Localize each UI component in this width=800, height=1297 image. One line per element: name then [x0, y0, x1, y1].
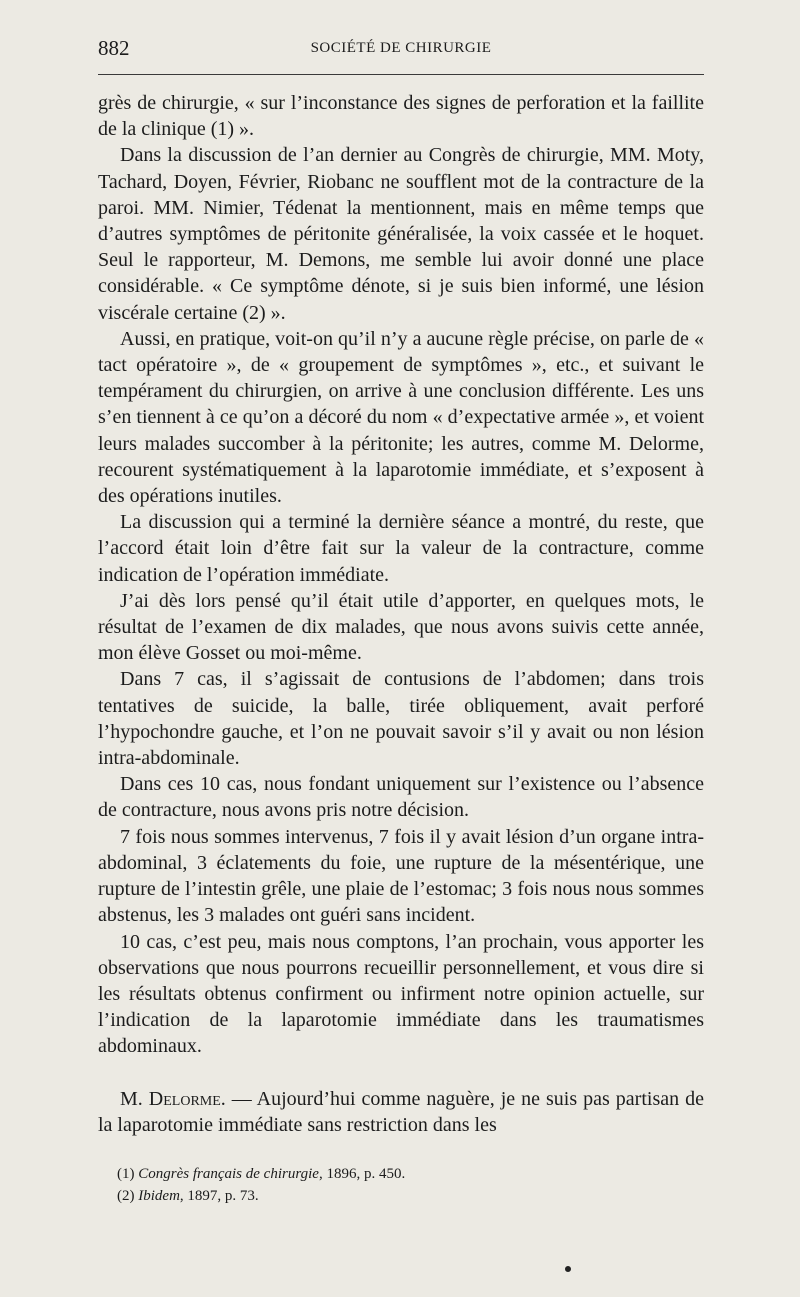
footnote-number: (1) — [117, 1166, 135, 1182]
running-title: SOCIÉTÉ DE CHIRURGIE — [310, 40, 492, 56]
paragraph: Dans la discussion de l’an dernier au Congrès de chirurgie, MM. Moty, Tachard, Doyen, Février, Riobanc ne soufflent mot de la contracture de la paroi. MM. Nimier, Tédenat la mentionnent, mais en même temps que d’autres symptômes de péritonite généralisée, la voix cassée et le hoquet. Seul le rapporteur, M. Demons, me semble lui avoir donné une place considérable. « Ce symptôme dénote, si je suis bien informé, une lésion viscérale certaine (2) ». — [98, 144, 704, 324]
footnote-number: (2) — [117, 1188, 135, 1204]
paragraph: 7 fois nous sommes intervenus, 7 fois il y avait lésion d’un organe intra-abdominal, 3 éclatements du foie, une rupture de la mésentérique, une rupture de l’intestin grêle, une plaie de l’estomac; 3 fois nous nous sommes abstenus, les 3 malades ont guéri sans incident. — [98, 825, 704, 927]
footnote-title: Congrès français de chirurgie — [138, 1166, 319, 1182]
body-text — [98, 90, 704, 1138]
page-number: 882 — [98, 36, 130, 60]
paragraph: Dans 7 cas, il s’agissait de contusions de l’abdomen; dans trois tentatives de suicide, la balle, tirée obliquement, avait perforé l’hypochondre gauche, et l’on ne pouvait savoir s’il y avait ou non lésion intra-abdominale. — [98, 668, 704, 770]
header-rule — [98, 74, 704, 75]
paragraph: 10 cas, c’est peu, mais nous comptons, l’an prochain, vous apporter les observations que nous pourrons recueillir personnellement, et vous dire si les résultats obtenus confirment ou infirment notre opinion actuelle, sur l’indication de la laparotomie immédiate dans les traumatismes abdominaux. — [98, 930, 704, 1058]
paragraph: La discussion qui a terminé la dernière séance a montré, du reste, que l’accord était loin d’être fait sur la valeur de la contracture, comme indication de l’opération immédiate. — [98, 511, 704, 586]
speaker-text: — Aujourd’hui comme naguère, je ne suis pas partisan de la laparotomie immédiate sans restriction dans les — [98, 1087, 704, 1136]
page-header — [98, 34, 704, 64]
footnote-2 — [117, 1185, 697, 1207]
paragraph: Dans ces 10 cas, nous fondant uniquement sur l’existence ou l’absence de contracture, nous avons pris notre décision. — [98, 773, 704, 822]
delorme-paragraph — [98, 1086, 704, 1138]
footnotes — [117, 1163, 697, 1207]
footnote-title: Ibidem — [138, 1188, 180, 1204]
footnote-1 — [117, 1163, 697, 1185]
footnote-detail: , 1897, p. 73. — [179, 1188, 259, 1204]
paragraph: J’ai dès lors pensé qu’il était utile d’apporter, en quelques mots, le résultat de l’examen de dix malades, que nous avons suivis cette année, mon élève Gosset ou moi-même. — [98, 589, 704, 665]
footnote-detail: , 1896, p. 450. — [318, 1166, 406, 1182]
paragraph: Aussi, en pratique, voit-on qu’il n’y a aucune règle précise, on parle de « tact opératoire », de « groupement de symptômes », etc., et suivant le tempérament du chirurgien, on arrive à une conclusion différente. Les uns s’en tiennent à ce qu’on a décoré du nom « d’expectative armée », et voient leurs malades succomber à la péritonite; les autres, comme M. Delorme, recourent systématiquement à la laparotomie immédiate, et s’exposent à des opérations inutiles. — [98, 327, 704, 508]
speaker-name: M. Delorme. — [120, 1087, 226, 1110]
ink-dot — [565, 1266, 571, 1272]
paragraph: grès de chirurgie, « sur l’inconstance des signes de perforation et la faillite de la clinique (1) ». — [98, 92, 704, 141]
